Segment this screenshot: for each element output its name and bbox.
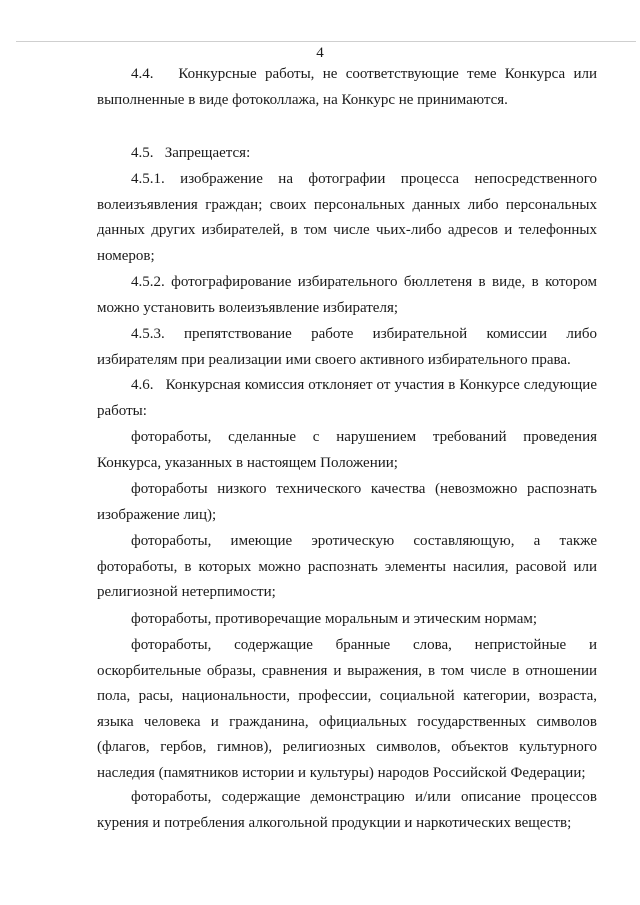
paragraph-text: 4.6. Конкурсная комиссия отклоняет от участия в Конкурсе следующие работы: [97, 377, 597, 419]
paragraph-text: фотоработы низкого технического качества (невозможно распознать изображение лиц); [97, 481, 597, 523]
paragraph-text: фотоработы, содержащие бранные слова, непристойные и оскорбительные образы, сравнения и выражения, в том числе в отношении пола, расы, национальности, профессии, социальной категории, возраста, языка человека и гражданина, официальных государственных символов (флагов, гербов, гимнов), религиозных символов, объектов культурного наследия (памятников истории и культуры) народов Российской Федерации; [97, 637, 597, 781]
paragraph-text: фотоработы, содержащие демонстрацию и/или описание процессов курения и потребления алкогольной продукции и наркотических веществ; [97, 789, 597, 831]
page-number: 4 [316, 45, 324, 61]
list-item [97, 633, 597, 786]
paragraph-4-5-1 [97, 167, 597, 269]
paragraph-4-4 [97, 62, 597, 113]
paragraph-text: 4.5.3. препятствование работе избирательной комиссии либо избирателям при реализации ими своего активного избирательного права. [97, 326, 597, 368]
list-item [97, 529, 597, 606]
paragraph-text: 4.5.1. изображение на фотографии процесса непосредственного волеизъявления граждан; своих персональных данных либо персональных данных других избирателей, в том числе чьих-либо адресов и телефонных номеров; [97, 171, 597, 264]
paragraph-text: 4.5.2. фотографирование избирательного бюллетеня в виде, в котором можно установить волеизъявление избирателя; [97, 274, 597, 316]
paragraph-text: 4.5. Запрещается: [131, 145, 251, 161]
paragraph-text: фотоработы, сделанные с нарушением требований проведения Конкурса, указанных в настоящем Положении; [97, 429, 597, 471]
list-item [97, 425, 597, 476]
list-item [97, 785, 597, 836]
paragraph-4-5 [97, 141, 597, 167]
scan-edge-line [16, 41, 636, 42]
list-item [97, 607, 597, 633]
list-item [97, 477, 597, 528]
paragraph-4-5-2 [97, 270, 597, 321]
paragraph-4-6 [97, 373, 597, 424]
paragraph-4-5-3 [97, 322, 597, 373]
paragraph-text: фотоработы, имеющие эротическую составляющую, а также фотоработы, в которых можно распознать элементы насилия, расовой или религиозной нетерпимости; [97, 533, 597, 600]
paragraph-text: 4.4. Конкурсные работы, не соответствующие теме Конкурса или выполненные в виде фотоколлажа, на Конкурс не принимаются. [97, 66, 597, 108]
paragraph-text: фотоработы, противоречащие моральным и этическим нормам; [131, 611, 538, 627]
